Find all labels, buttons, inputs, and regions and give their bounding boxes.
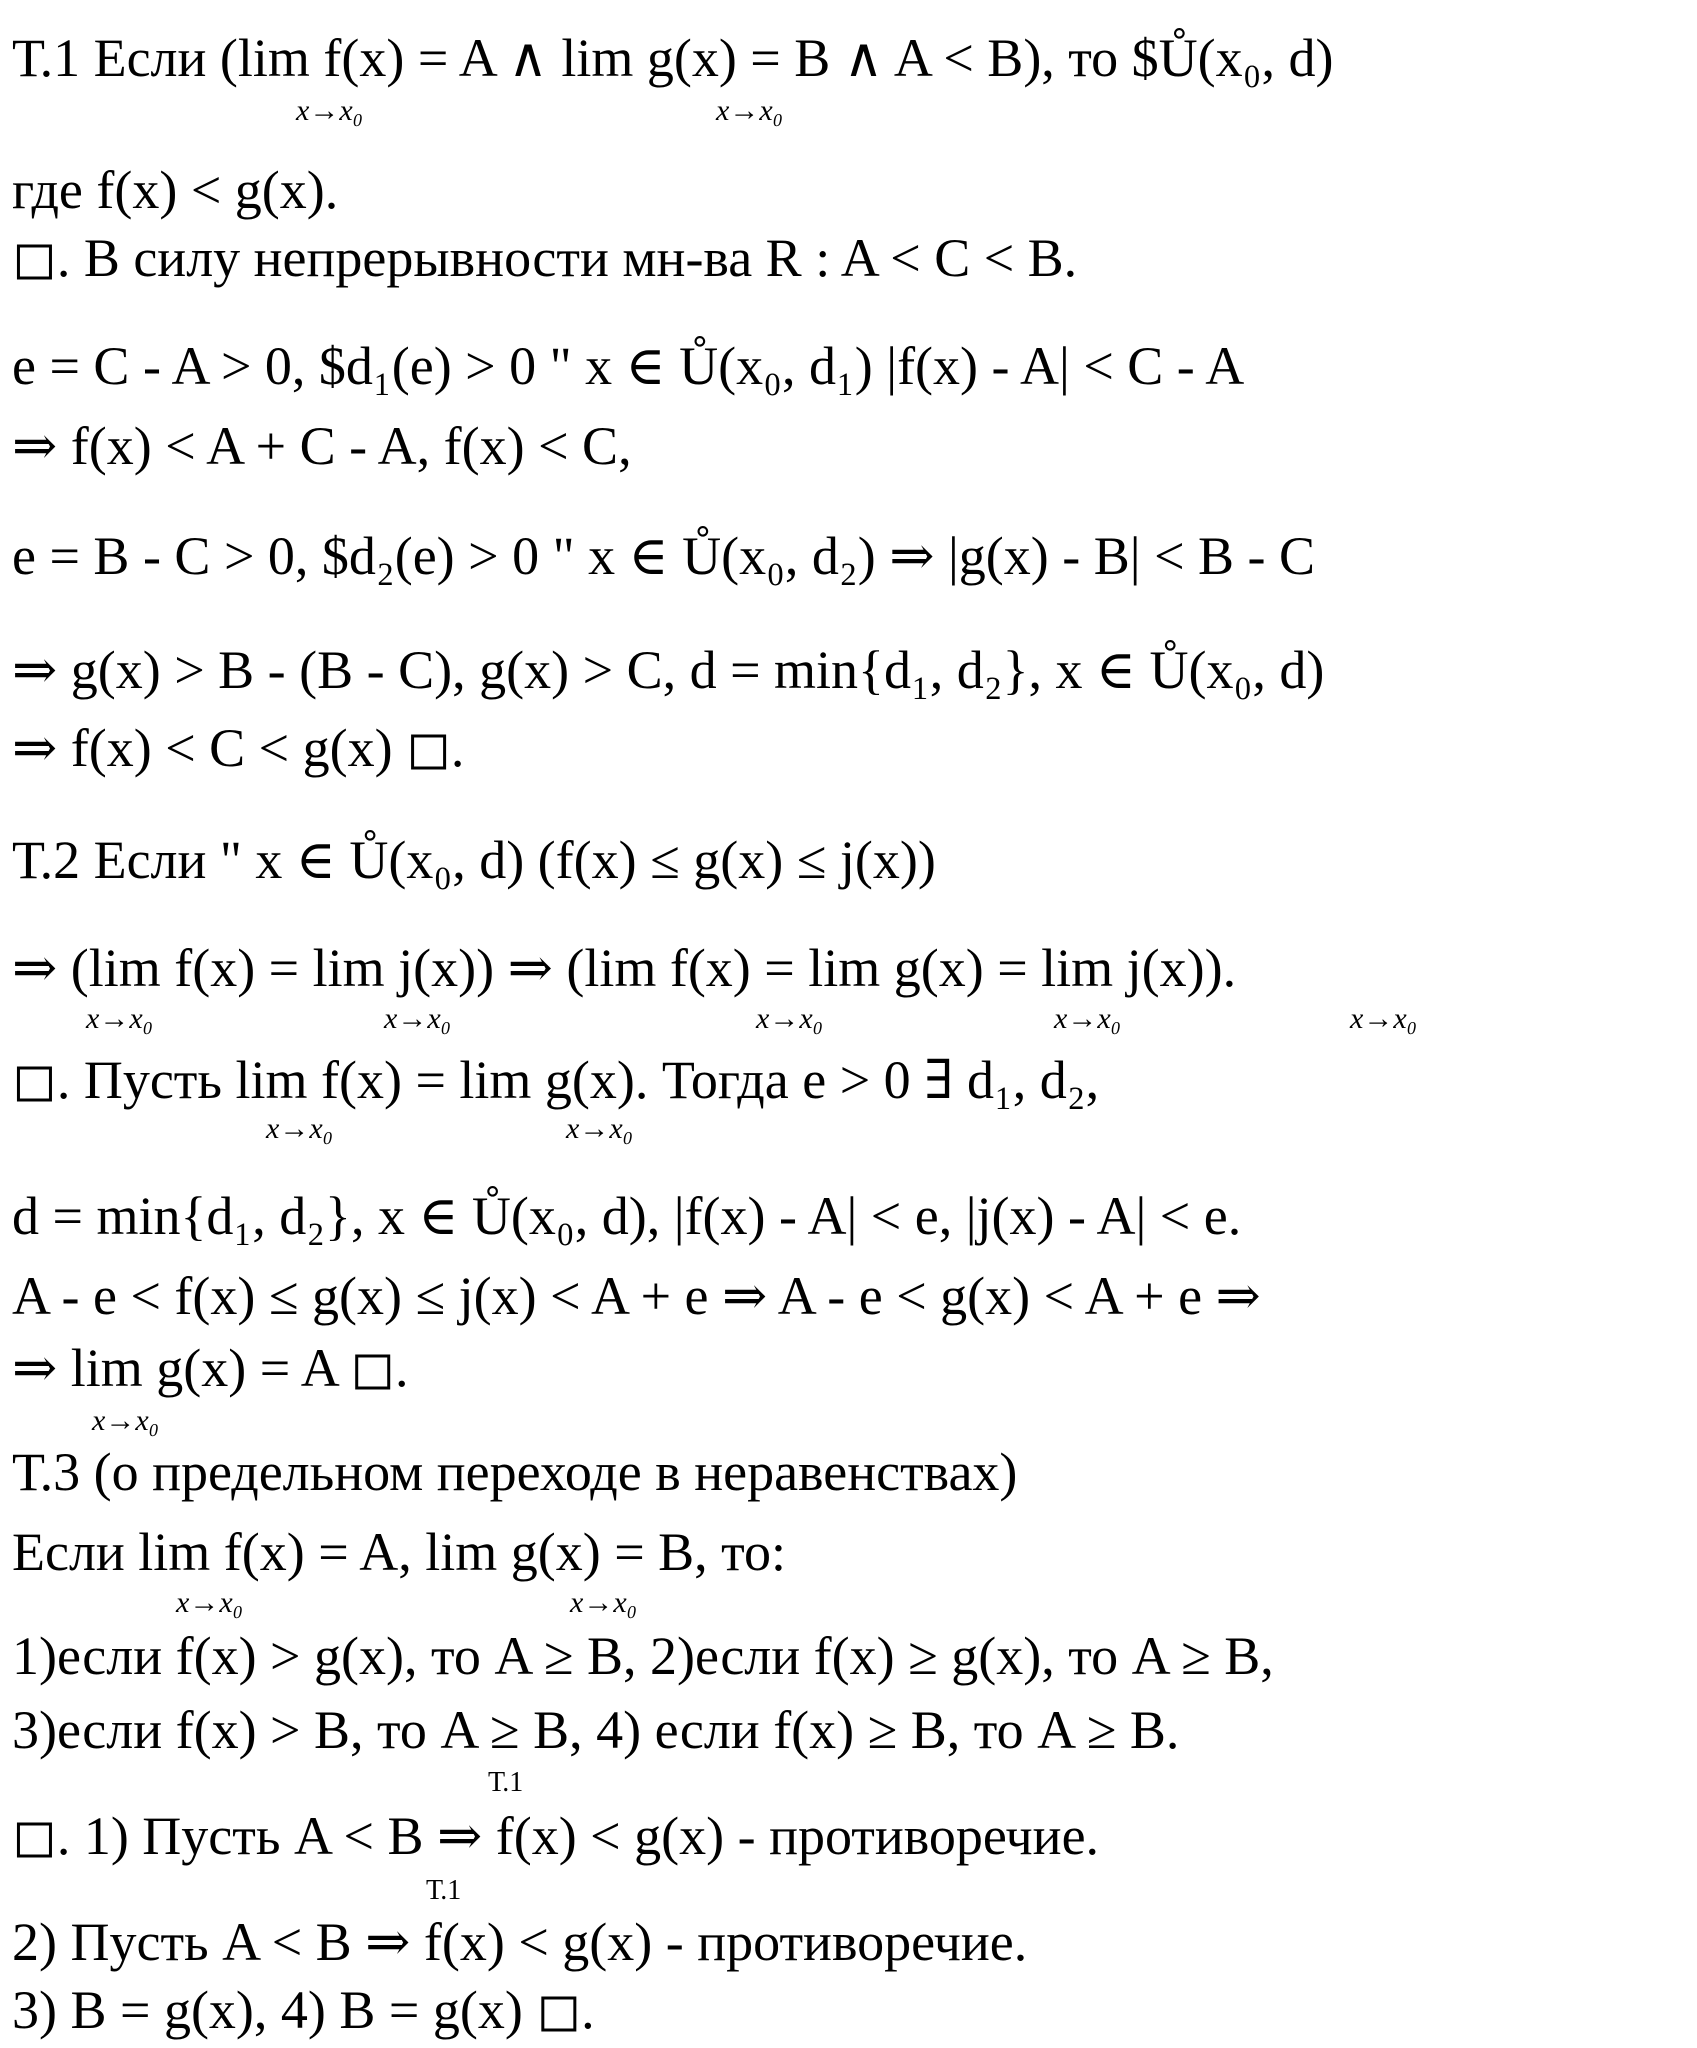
t1-proof-line: e = C - A > 0, $d₁(e) > 0 " x ∈ Ů(x₀, d₁) |f(x) - A| < C - A <box>12 336 1245 396</box>
t3-title: Т.3 (о предельном переходе в неравенствах) <box>12 1442 1018 1502</box>
lim-subscript: x→x₀ <box>1054 1002 1122 1035</box>
lim-subscript: x→x₀ <box>756 1002 824 1035</box>
t3-statement: Если lim f(x) = A, lim g(x) = B, то: <box>12 1522 787 1582</box>
t3-proof-line: ◻. 1) Пусть A < B ⇒ f(x) < g(x) - противоречие. <box>12 1806 1100 1866</box>
t3-proof-end: 3) B = g(x), 4) B = g(x) ◻. <box>12 1980 595 2040</box>
t3-case-line: 3)если f(x) > B, то A ≥ B, 4) если f(x) ≥ B, то A ≥ B. <box>12 1700 1180 1760</box>
lim-subscript: x→x₀ <box>384 1002 452 1035</box>
lim-subscript: x→x₀ <box>716 94 784 127</box>
t1-proof-line: ⇒ g(x) > B - (B - C), g(x) > C, d = min{d₁, d₂}, x ∈ Ů(x₀, d) <box>12 640 1325 700</box>
lim-subscript: x→x₀ <box>86 1002 154 1035</box>
t2-proof-line: d = min{d₁, d₂}, x ∈ Ů(x₀, d), |f(x) - A| < e, |j(x) - A| < e. <box>12 1186 1242 1246</box>
lim-subscript: x→x₀ <box>92 1404 160 1437</box>
t1-proof-end: ⇒ f(x) < C < g(x) ◻. <box>12 718 465 778</box>
t1-proof-line: ⇒ f(x) < A + C - A, f(x) < C, <box>12 416 632 476</box>
lim-subscript: x→x₀ <box>296 94 364 127</box>
lim-subscript: x→x₀ <box>176 1586 244 1619</box>
t2-statement-cont: ⇒ (lim f(x) = lim j(x)) ⇒ (lim f(x) = lim g(x) = lim j(x)). <box>12 938 1237 998</box>
t1-proof-line: ◻. В силу непрерывности мн-ва R : A < C < B. <box>12 228 1078 288</box>
t1-statement: Т.1 Если (lim f(x) = A ∧ lim g(x) = B ∧ A < B), то $Ů(x₀, d) <box>12 28 1334 88</box>
t3-case-line: 1)если f(x) > g(x), то A ≥ B, 2)если f(x) ≥ g(x), то A ≥ B, <box>12 1626 1274 1686</box>
t2-proof-line: A - e < f(x) ≤ g(x) ≤ j(x) < A + e ⇒ A - e < g(x) < A + e ⇒ <box>12 1266 1261 1326</box>
t2-statement: Т.2 Если " x ∈ Ů(x₀, d) (f(x) ≤ g(x) ≤ j(x)) <box>12 830 936 890</box>
t1-proof-line: e = B - C > 0, $d₂(e) > 0 " x ∈ Ů(x₀, d₂) ⇒ |g(x) - B| < B - C <box>12 526 1316 586</box>
t1-statement-end: где f(x) < g(x). <box>12 160 339 220</box>
t2-proof-line: ◻. Пусть lim f(x) = lim g(x). Тогда e > 0 ∃ d₁, d₂, <box>12 1050 1100 1110</box>
lim-subscript: x→x₀ <box>1350 1002 1418 1035</box>
lim-subscript: x→x₀ <box>566 1112 634 1145</box>
t1-reference-label: Т.1 <box>426 1875 462 1906</box>
t2-proof-end: ⇒ lim g(x) = A ◻. <box>12 1338 409 1398</box>
lim-subscript: x→x₀ <box>266 1112 334 1145</box>
t3-proof-line: 2) Пусть A < B ⇒ f(x) < g(x) - противоречие. <box>12 1912 1028 1972</box>
lim-subscript: x→x₀ <box>570 1586 638 1619</box>
t1-reference-label: Т.1 <box>488 1767 524 1798</box>
